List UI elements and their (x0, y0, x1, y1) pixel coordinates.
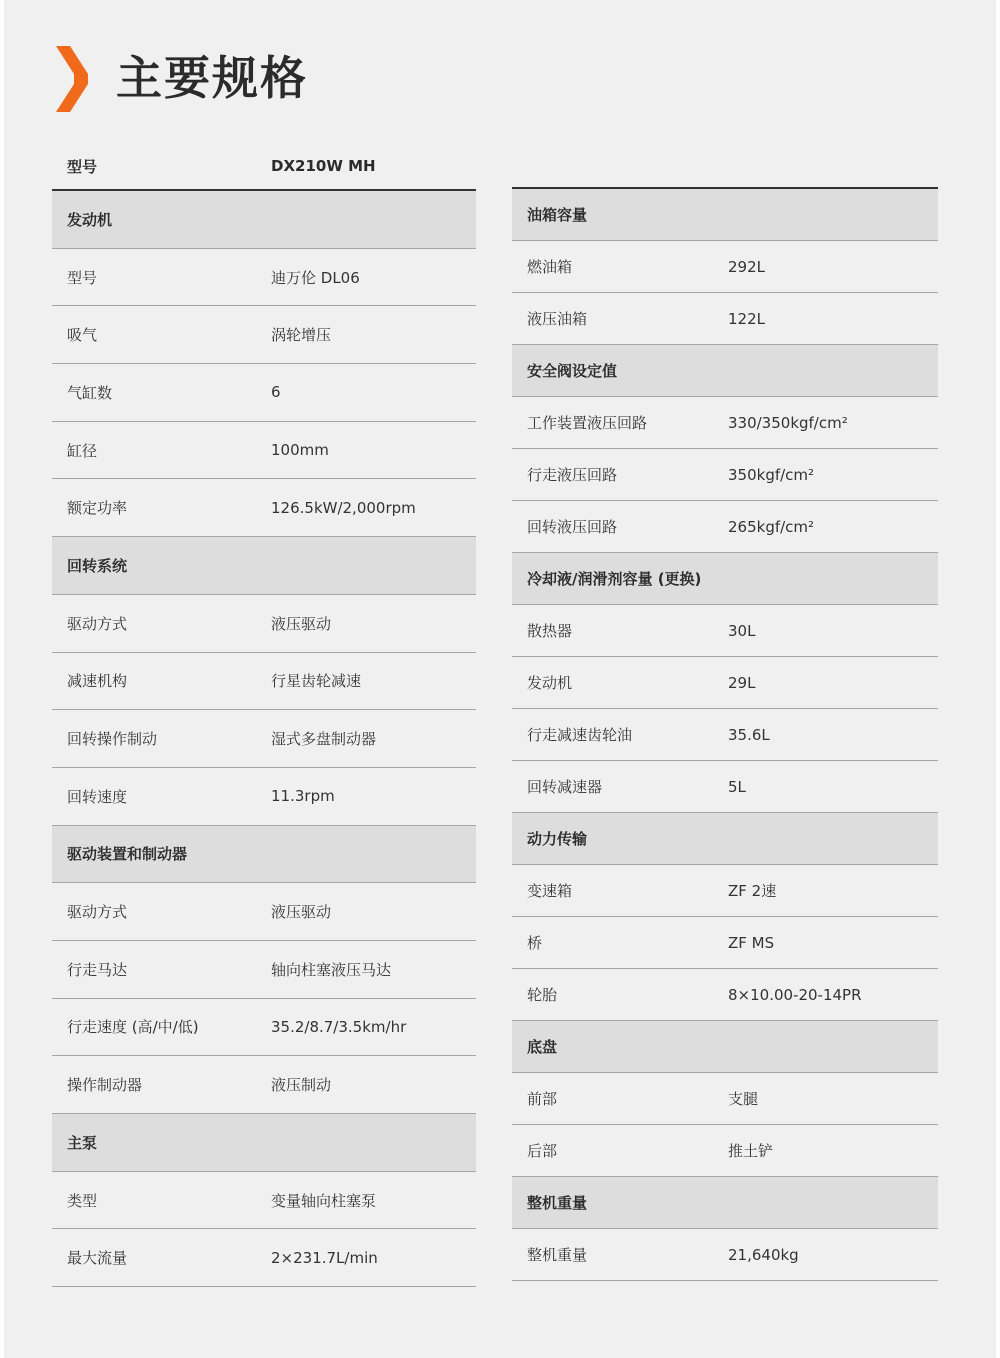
spec-key: 缸径 (67, 441, 98, 460)
spec-value: 轴向柱塞液压马达 (271, 960, 392, 979)
spec-value: 涡轮增压 (271, 326, 332, 345)
spec-value: 液压制动 (271, 1076, 332, 1095)
section-title: 安全阀设定值 (527, 362, 618, 380)
spec-row (512, 761, 938, 813)
spec-key: 额定功率 (67, 499, 128, 518)
spec-key: 发动机 (527, 674, 573, 692)
spec-row (512, 1125, 938, 1177)
spec-value: 8×10.00-20-14PR (728, 985, 862, 1004)
spec-value: ZF 2速 (728, 882, 777, 900)
section-header (512, 1177, 938, 1229)
spec-value: 湿式多盘制动器 (271, 730, 377, 749)
page-title: 主要规格 (116, 51, 308, 105)
spec-key: 燃油箱 (527, 258, 573, 276)
spec-key: 操作制动器 (67, 1076, 143, 1095)
spec-value: 350kgf/cm² (728, 465, 815, 484)
spec-value: 30L (728, 621, 756, 640)
spec-key: 类型 (67, 1191, 98, 1210)
spec-key: 气缸数 (67, 383, 113, 402)
section-title: 动力传输 (527, 830, 588, 848)
section-header (512, 345, 938, 397)
spec-key: 回转操作制动 (67, 730, 158, 749)
spec-value: 11.3rpm (271, 787, 335, 806)
section-title: 油箱容量 (527, 206, 588, 224)
spec-row (52, 768, 476, 826)
spec-value: 变量轴向柱塞泵 (271, 1191, 377, 1210)
spec-row (52, 999, 476, 1057)
spec-key: 驱动方式 (67, 903, 128, 922)
spec-key: 后部 (527, 1142, 558, 1160)
spec-row (512, 1073, 938, 1125)
spec-value: 330/350kgf/cm² (728, 413, 848, 432)
spec-key: 散热器 (527, 622, 573, 640)
section-header (52, 1114, 476, 1172)
spec-key: 回转速度 (67, 787, 128, 806)
spec-row (512, 1229, 938, 1281)
spec-row (52, 653, 476, 711)
spec-key: 行走液压回路 (527, 466, 618, 484)
section-title: 回转系统 (67, 556, 128, 575)
spec-row (512, 293, 938, 345)
section-title: 主泵 (67, 1133, 98, 1152)
spec-row (52, 422, 476, 480)
spec-row (512, 605, 938, 657)
spec-value: 29L (728, 673, 756, 692)
spec-key: 行走减速齿轮油 (527, 726, 633, 744)
spec-key: 回转减速器 (527, 778, 603, 796)
spec-page (4, 0, 996, 1358)
spec-value: 6 (271, 383, 281, 402)
spec-key: 整机重量 (527, 1246, 588, 1264)
section-title: 底盘 (527, 1038, 558, 1056)
spec-row (512, 917, 938, 969)
spec-row (512, 865, 938, 917)
spec-value: 35.6L (728, 725, 770, 744)
spec-value: 126.5kW/2,000rpm (271, 498, 416, 517)
spec-value: 292L (728, 257, 765, 276)
spec-key: 轮胎 (527, 986, 558, 1004)
spec-row (52, 249, 476, 307)
right-spec-table (512, 187, 938, 1281)
spec-value: 5L (728, 777, 746, 796)
spec-value: 35.2/8.7/3.5km/hr (271, 1017, 407, 1036)
model-value: DX210W MH (271, 157, 376, 175)
spec-row (52, 1056, 476, 1114)
model-row (52, 143, 476, 191)
spec-row (512, 241, 938, 293)
spec-value: 122L (728, 309, 765, 328)
spec-key: 吸气 (67, 326, 98, 345)
spec-key: 前部 (527, 1090, 558, 1108)
spec-key: 减速机构 (67, 672, 128, 691)
section-title: 驱动装置和制动器 (67, 845, 188, 864)
spec-row (52, 595, 476, 653)
spec-row (52, 710, 476, 768)
spec-row (512, 709, 938, 761)
spec-row (512, 657, 938, 709)
spec-key: 液压油箱 (527, 310, 588, 328)
spec-value: 100mm (271, 441, 329, 460)
section-header (52, 537, 476, 595)
spec-value: 21,640kg (728, 1245, 799, 1264)
spec-value: 液压驱动 (271, 614, 332, 633)
spec-value: 支腿 (728, 1090, 759, 1108)
section-header (512, 813, 938, 865)
spec-row (52, 1172, 476, 1230)
spec-key: 变速箱 (527, 882, 573, 900)
spec-key: 驱动方式 (67, 614, 128, 633)
spec-row (512, 969, 938, 1021)
section-title: 发动机 (67, 210, 113, 229)
section-header (52, 826, 476, 884)
spec-row (512, 449, 938, 501)
spec-value: 推土铲 (728, 1142, 774, 1160)
spec-value: 2×231.7L/min (271, 1248, 378, 1267)
spec-key: 行走马达 (67, 960, 128, 979)
spec-row (52, 364, 476, 422)
section-header (512, 553, 938, 605)
spec-row (52, 941, 476, 999)
spec-value: 行星齿轮减速 (271, 672, 362, 691)
spec-key: 型号 (67, 268, 98, 287)
spec-row (512, 501, 938, 553)
section-title: 冷却液/润滑剂容量 (更换) (527, 570, 702, 588)
chevron-logo-icon (54, 44, 94, 114)
left-spec-table (52, 143, 476, 1287)
spec-value: 液压驱动 (271, 903, 332, 922)
spec-value: 迪万伦 DL06 (271, 268, 360, 287)
spec-row (52, 306, 476, 364)
model-label: 型号 (67, 157, 98, 176)
spec-key: 回转液压回路 (527, 518, 618, 536)
spec-key: 桥 (527, 934, 543, 952)
spec-key: 行走速度 (高/中/低) (67, 1018, 199, 1037)
section-header (512, 189, 938, 241)
section-title: 整机重量 (527, 1194, 588, 1212)
spec-row (52, 1229, 476, 1287)
spec-value: 265kgf/cm² (728, 517, 815, 536)
spec-row (52, 479, 476, 537)
spec-value: ZF MS (728, 933, 775, 952)
spec-row (512, 397, 938, 449)
spec-key: 工作装置液压回路 (527, 414, 648, 432)
section-header (512, 1021, 938, 1073)
spec-row (52, 883, 476, 941)
spec-key: 最大流量 (67, 1249, 128, 1268)
section-header (52, 191, 476, 249)
